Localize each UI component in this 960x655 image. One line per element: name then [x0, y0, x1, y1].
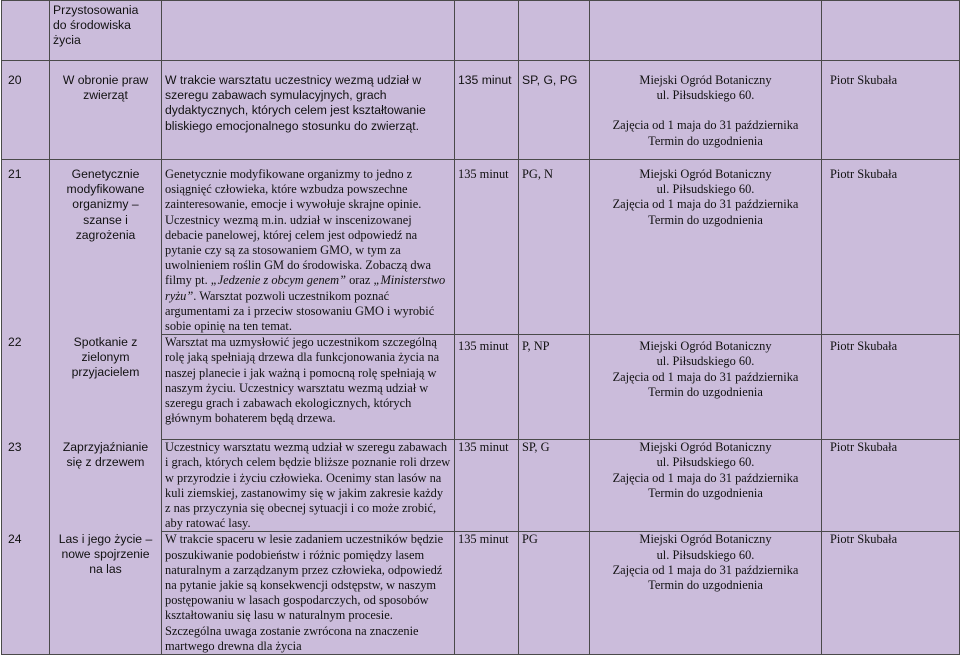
duration-cell: 135 minut [455, 160, 519, 335]
table-row [2, 160, 960, 335]
location-cell [590, 532, 822, 655]
place-name: Miejski Ogród Botaniczny [639, 440, 772, 455]
topic-line: Spotkanie z [73, 334, 138, 349]
topic-line: się z drzewem [66, 454, 145, 469]
term-text: Termin do uzgodnienia [648, 133, 763, 148]
topic-line: do środowiska [53, 18, 131, 33]
topic-line: życia [53, 33, 81, 48]
desc-text: . Warsztat pozwoli uczestnikom poznać argumentami za i przeciw stosowaniu GMO i wyrobić sobie opinię na ten temat. [165, 288, 435, 334]
place-name: Miejski Ogród Botaniczny [639, 532, 772, 547]
description-cell: W trakcie spaceru w lesie zadaniem uczestników będzie poszukiwanie podobieństw i różnic pomiędzy lasem naturalnym a zarządzanym przez człowieka, odpowiedź na pytanie jakie są konsekwencji odstępstw, w naszym postępowaniu w lasach gospodarczych, od sposobów kształtowaniu się lasu w naturalnym procesie. Szczególna uwaga zostanie zwrócona na znaczenie martwego drewna dla życia [162, 532, 455, 655]
topic-line: nowe spojrzenie [61, 547, 150, 562]
topic-cell [50, 61, 162, 160]
description-cell: Uczestnicy warsztatu wezmą udział w szeregu zabawach i grach, których celem będzie bliższe poznanie roli drzew w przyrodzie i życiu człowieka. Ocenimy stan lasów na kuli ziemskiej, zastanowimy się w jakim zakresie każdy z nas przyczynia się obecnej sytuacji i co może zrobić, aby ratować lasy. [162, 440, 455, 532]
topic-line: na las [89, 562, 122, 577]
description-cell [162, 160, 455, 335]
row-number: 21 [2, 160, 50, 335]
dates-text: Zajęcia od 1 maja do 31 października [612, 470, 799, 485]
film-title: „Ministerstwo ryżu” [165, 273, 446, 303]
location-cell [590, 160, 822, 335]
place-address: ul. Piłsudskiego 60. [656, 455, 755, 470]
term-text: Termin do uzgodnienia [648, 485, 763, 500]
place-address: ul. Piłsudskiego 60. [656, 182, 755, 197]
duration-cell: 135 minut [455, 61, 519, 160]
duration-cell: 135 minut [455, 532, 519, 655]
duration-cell: 135 minut [455, 440, 519, 532]
location-cell [590, 335, 822, 440]
row-number: 22 [2, 335, 50, 440]
term-text: Termin do uzgodnienia [648, 212, 763, 227]
desc-text: Genetycznie modyfikowane organizmy to jedno z osiągnięć człowieka, które wzbudza powszechne zainteresowanie, emocje i wywołuje skrajne opinie. Uczestnicy wezmą m.in. udział w inscenizowanej debacie panelowej, której celem jest odpowiedź na pytanie czy są za stosowaniem GMO, w tym za uwolnieniem roślin GM do środowiska. Zobaczą dwa filmy pt. [165, 167, 431, 288]
place-name: Miejski Ogród Botaniczny [639, 73, 772, 87]
groups-cell: SP, G [519, 440, 590, 532]
place-address: ul. Piłsudskiego 60. [656, 354, 755, 369]
description-cell: Warsztat ma uzmysłowić jego uczestnikom szczególną rolę jaką spełniają drzewa dla funkcjonowania życia na naszej planecie i jak ważną i pomocną rolę spełniają w naszym życiu. Uczestnicy warsztatu wezmą udział w szeregu grach i zabawach ekologicznych, których głównym bohaterem będą drzewa. [162, 335, 455, 440]
topic-cell [50, 160, 162, 335]
location-cell [590, 440, 822, 532]
film-title: „Jedzenie z obcym genem” [210, 273, 347, 288]
leader-cell [822, 1, 960, 61]
row-number: 23 [2, 440, 50, 532]
workshop-table [1, 0, 960, 655]
groups-cell: PG [519, 532, 590, 655]
dates-text: Zajęcia od 1 maja do 31 października [612, 118, 799, 133]
topic-line: modyfikowane [66, 182, 145, 197]
dates-text: Zajęcia od 1 maja do 31 października [612, 197, 799, 212]
location-cell [590, 1, 822, 61]
groups-cell: P, NP [519, 335, 590, 440]
topic-line: Las i jego życie – [58, 531, 153, 546]
topic-line: przyjacielem [71, 365, 140, 380]
place-address: ul. Piłsudskiego 60. [656, 88, 755, 103]
row-number: 20 [2, 61, 50, 160]
topic-line: zielonym [81, 349, 130, 364]
table-row [2, 61, 960, 160]
topic-line: Genetycznie [71, 167, 140, 181]
table-row [2, 532, 960, 655]
leader-cell: Piotr Skubała [822, 440, 960, 532]
desc-text: oraz [346, 273, 374, 288]
term-text: Termin do uzgodnienia [648, 578, 763, 593]
topic-line: organizmy – [72, 197, 139, 212]
leader-cell: Piotr Skubała [822, 335, 960, 440]
table-row [2, 1, 960, 61]
place-name: Miejski Ogród Botaniczny [639, 339, 772, 354]
table-row [2, 440, 960, 532]
topic-line: W obronie praw [62, 73, 149, 87]
groups-cell: PG, N [519, 160, 590, 335]
duration-cell: 135 minut [455, 335, 519, 440]
row-number: 24 [2, 532, 50, 655]
number-cell [2, 1, 50, 61]
location-cell [590, 61, 822, 160]
dates-text: Zajęcia od 1 maja do 31 października [612, 562, 799, 577]
topic-line: Przystosowania [53, 3, 139, 17]
dates-text: Zajęcia od 1 maja do 31 października [612, 369, 799, 384]
leader-cell: Piotr Skubała [822, 160, 960, 335]
leader-cell: Piotr Skubała [822, 61, 960, 160]
groups-cell: SP, G, PG [519, 61, 590, 160]
duration-cell [455, 1, 519, 61]
term-text: Termin do uzgodnienia [648, 384, 763, 399]
groups-cell [519, 1, 590, 61]
topic-cell [50, 1, 162, 61]
place-address: ul. Piłsudskiego 60. [656, 547, 755, 562]
topic-line: Zaprzyjaźnianie [62, 439, 149, 454]
topic-line: zwierząt [83, 88, 128, 103]
description-cell [162, 1, 455, 61]
topic-line: szanse i [83, 212, 128, 227]
leader-cell: Piotr Skubała [822, 532, 960, 655]
topic-line: zagrożenia [75, 227, 136, 242]
topic-cell [50, 335, 162, 440]
description-cell: W trakcie warsztatu uczestnicy wezmą udział w szeregu zabawach symulacyjnych, grach dydaktycznych, których celem jest kształtowanie bliskiego emocjonalnego stosunku do zwierząt. [162, 61, 455, 160]
topic-cell [50, 440, 162, 532]
place-name: Miejski Ogród Botaniczny [639, 167, 772, 181]
table-row [2, 335, 960, 440]
topic-cell [50, 532, 162, 655]
